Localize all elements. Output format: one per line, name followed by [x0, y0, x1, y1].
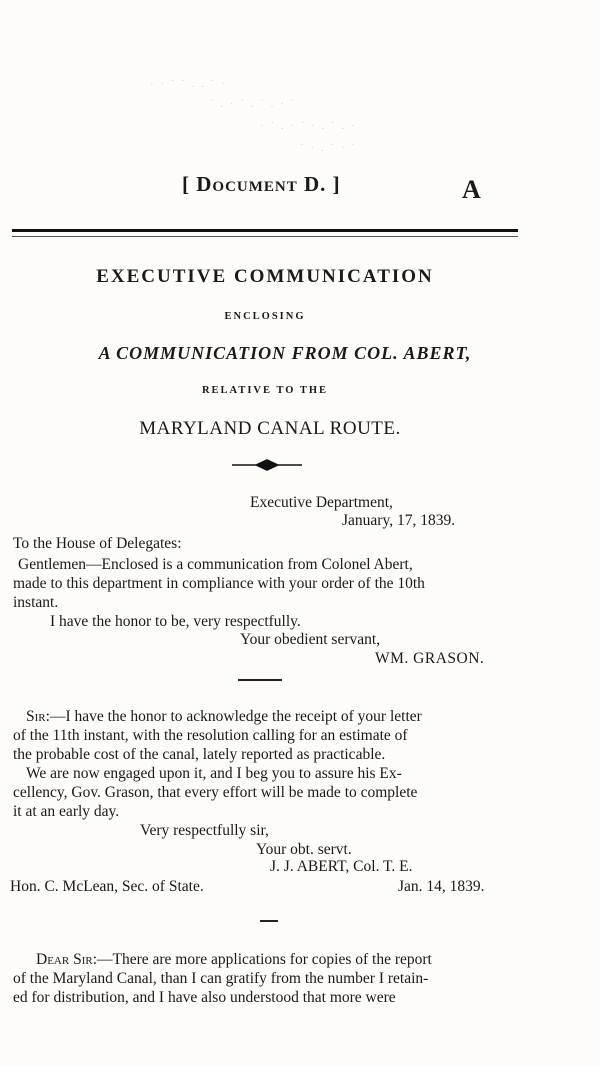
- ornament-divider: [232, 458, 302, 472]
- title-relative: RELATIVE TO THE: [201, 385, 329, 396]
- title-sub: A COMMUNICATION FROM COL. ABERT,: [98, 343, 472, 363]
- document-label: [ Document D. ]: [182, 172, 341, 196]
- header-rule-thin: [12, 236, 518, 237]
- letter2-body-line: of the 11th instant, with the resolution calling for an estimate of: [13, 727, 408, 744]
- letter1-closing-line: I have the honor to be, very respectfully.: [50, 613, 301, 630]
- letter2-date: Jan. 14, 1839.: [398, 878, 485, 895]
- letter1-closing: Your obedient servant,: [240, 631, 381, 648]
- letter2-body-line: cellency, Gov. Grason, that every effort will be made to complete: [13, 784, 418, 801]
- letter3-body-line: —There are more applications for copies of the report: [97, 951, 432, 968]
- document-letter: D.: [304, 172, 327, 196]
- title-route: MARYLAND CANAL ROUTE.: [139, 418, 401, 439]
- letter3-body-line: ed for distribution, and I have also understood that more were: [13, 989, 396, 1006]
- letter1-body-line: made to this department in compliance with your order of the 10th: [13, 575, 425, 592]
- letter2-body-line: the probable cost of the canal, lately reported as practicable.: [13, 746, 386, 763]
- letter1-date: January, 17, 1839.: [342, 512, 456, 529]
- letter1-addressee: To the House of Delegates:: [13, 535, 182, 552]
- letter2-closing2: Your obt. servt.: [256, 841, 352, 858]
- letter3-salutation: Dear Sir:: [36, 951, 97, 968]
- letter1-body-line: Gentlemen—Enclosed is a communication from Colonel Abert,: [18, 556, 413, 573]
- letter2-closing1: Very respectfully sir,: [140, 822, 269, 839]
- letter2-body-line: it at an early day.: [13, 803, 120, 820]
- header-rule-thick: [12, 229, 518, 232]
- letter2-body-line: —I have the honor to acknowledge the receipt of your letter: [49, 708, 422, 725]
- corner-mark: A: [462, 175, 481, 204]
- letter2-first-line: [26, 707, 422, 727]
- title-main: EXECUTIVE COMMUNICATION: [96, 266, 434, 287]
- title-enclosing: ENCLOSING: [224, 311, 306, 322]
- separator-rule-short: [260, 920, 278, 922]
- letter2-salutation: Sir:: [26, 708, 50, 725]
- letter2-body-line: We are now engaged upon it, and I beg you to assure his Ex-: [26, 765, 402, 782]
- letter2-recipient: Hon. C. McLean, Sec. of State.: [10, 878, 204, 895]
- letter1-body-line: instant.: [13, 594, 59, 611]
- letter3-first-line: [36, 950, 432, 970]
- letter1-place: Executive Department,: [250, 494, 393, 511]
- letter3-body-line: of the Maryland Canal, than I can gratify from the number I retain-: [13, 970, 429, 987]
- document-label-word: Document: [196, 172, 298, 196]
- letter2-signature: J. J. ABERT, Col. T. E.: [270, 858, 413, 875]
- letter1-signature: WM. GRASON.: [375, 650, 485, 667]
- separator-rule: [238, 679, 282, 681]
